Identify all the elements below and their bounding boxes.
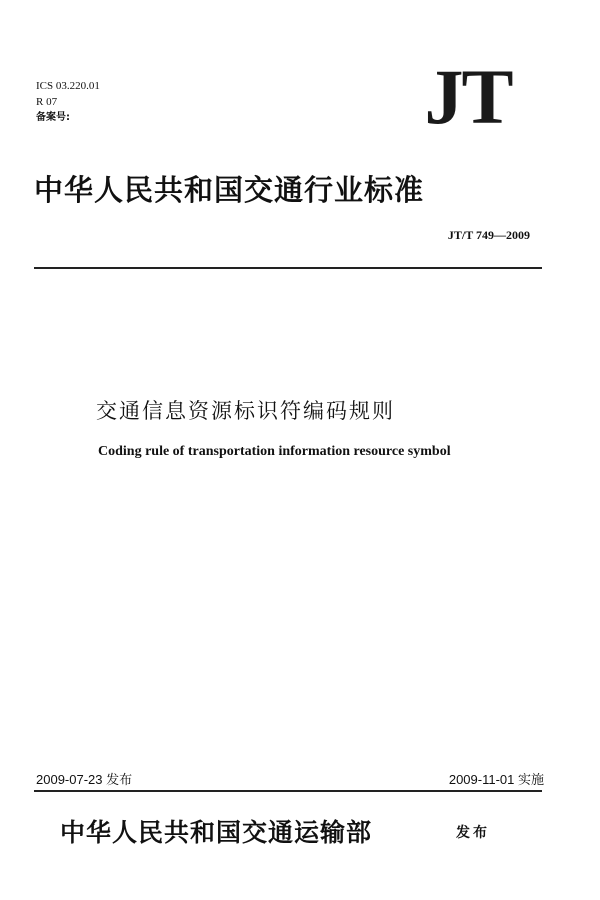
document-title-chinese: 交通信息资源标识符编码规则 (96, 399, 395, 423)
issue-date: 2009-07-23 发布 (36, 772, 133, 787)
standard-number: JT/T 749—2009 (447, 228, 530, 242)
category-code: R 07 (36, 96, 58, 108)
publisher-action: 发布 (456, 825, 490, 841)
ics-code: ICS 03.220.01 (36, 80, 100, 92)
bottom-divider (34, 790, 542, 792)
publisher-name: 中华人民共和国交通运输部 (60, 818, 373, 847)
jt-logo: JT (424, 53, 512, 140)
implementation-date: 2009-11-01 实施 (448, 772, 544, 787)
document-title-english: Coding rule of transportation information resource symbol (98, 444, 451, 459)
filing-number-label: 备案号: (36, 112, 70, 123)
classification-block (36, 78, 100, 126)
industry-standard-title: 中华人民共和国交通行业标准 (34, 173, 425, 207)
top-divider (34, 267, 542, 269)
